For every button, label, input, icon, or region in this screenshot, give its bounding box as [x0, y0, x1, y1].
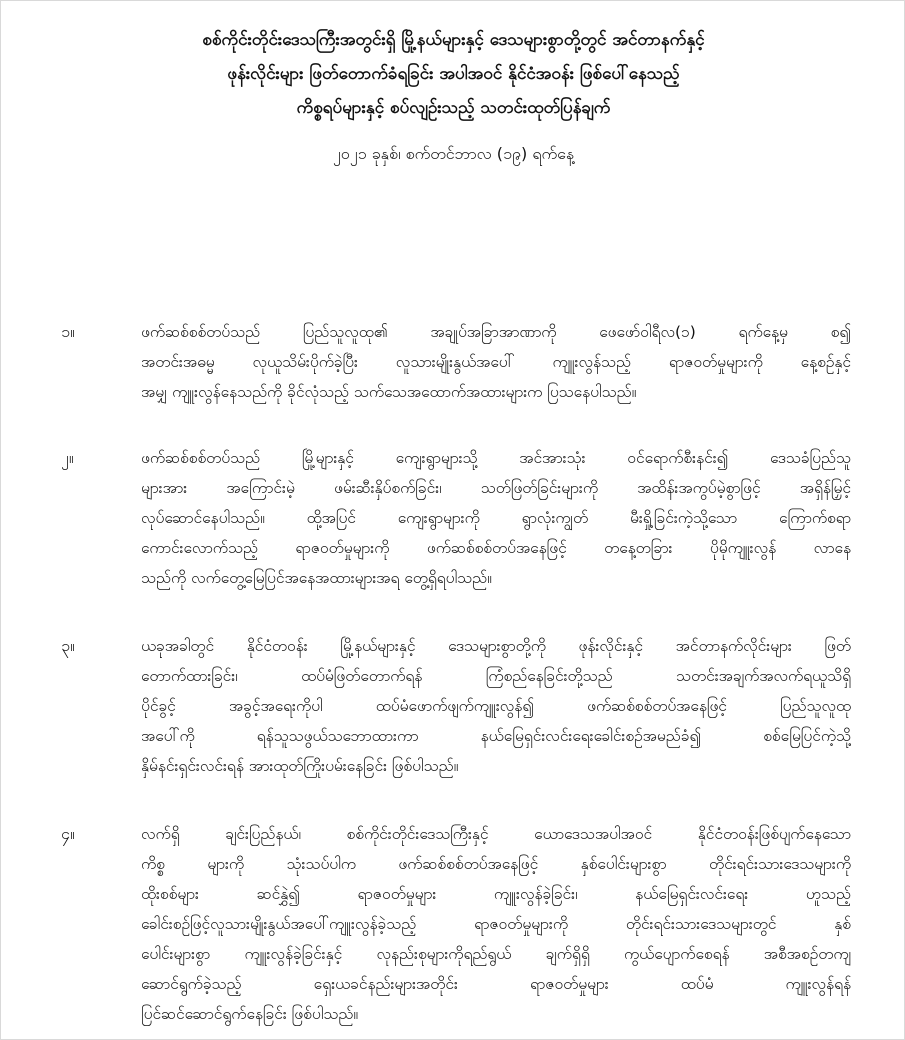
paragraph-3 — [61, 631, 851, 783]
paragraph-number: ၁။ — [61, 322, 75, 341]
title-line-2: ဖုန်းလိုင်းများ ဖြတ်တောက်ခံရခြင်း အပါအဝင် နိုင်ငံအဝန်း ဖြစ်ပေါ်နေသည့် — [227, 64, 680, 84]
title-line-3: ကိစ္စရပ်များနှင့် စပ်လျဉ်းသည့် သတင်းထုတ်ပြန်ချက် — [296, 98, 611, 118]
paragraph-body — [141, 443, 851, 593]
paragraph-number: ၂။ — [61, 448, 74, 467]
paragraph-body — [141, 631, 851, 781]
paragraph-2 — [61, 443, 851, 595]
paragraph-number: ၃။ — [61, 636, 75, 655]
paragraph-line: ခေါင်းစဉ်ဖြင့်လူသားမျိုးနွယ်အပေါ်ကျူးလွန်ခဲ့သည့် ရာဇဝတ်မှုများကို တိုင်းရင်းသားဒေသများတွင် နှစ် — [141, 915, 851, 933]
paragraph-line: အပေါ်ကို ရန်သူသဖွယ်သဘောထားကာ နယ်မြေရှင်းလင်းရေးခေါင်းစဉ်အမည်ခံ၍ စစ်မြေပြင်ကဲ့သို့ — [141, 727, 851, 745]
paragraph-line: နှိမ်နင်းရှင်းလင်းရန် အားထုတ်ကြိုးပမ်းနေခြင်း ဖြစ်ပါသည်။ — [141, 757, 459, 775]
paragraph-line: အမျှ ကျူးလွန်နေသည်ကို ခိုင်လုံသည့် သက်သေအထောက်အထားများက ပြသနေပါသည်။ — [141, 383, 637, 401]
paragraph-line: ယခုအခါတွင် နိုင်ငံတဝန်း မြို့နယ်များနှင့် ဒေသများစွာတို့ကို ဖုန်းလိုင်းနှင့် အင်တာနက်လိုင်းများ ဖြတ် — [141, 637, 851, 655]
paragraph-number: ၄။ — [61, 824, 75, 843]
document-date: ၂၀၂၁ ခုနှစ်၊ စက်တင်ဘာလ (၁၉) ရက်နေ့ — [332, 144, 575, 163]
paragraph-line: ပေါင်းများစွာ ကျူးလွန်ခဲ့ခြင်းနှင့် လုနည်းစုများကိုရည်ရွယ် ချက်ရှိရှိ ကွယ်ပျောက်စေရန် အစီအစဉ်တကျ — [141, 945, 851, 963]
paragraph-1 — [61, 317, 851, 409]
paragraph-line: ဖက်ဆစ်စစ်တပ်သည် မြို့များနှင့် ကျေးရွာများသို့ အင်အားသုံး ဝင်ရောက်စီးနင်း၍ ဒေသခံပြည်သူ — [141, 449, 851, 467]
paragraph-body — [141, 317, 851, 407]
paragraph-line: ဆောင်ရွက်ခဲ့သည့် ရှေးယခင်နည်းများအတိုင်း ရာဇဝတ်မှုများ ထပ်မံ ကျူးလွန်ရန် — [141, 975, 851, 993]
paragraph-line: တောက်ထားခြင်း၊ ထပ်မံဖြတ်တောက်ရန် ကြံစည်နေခြင်းတို့သည် သတင်းအချက်အလက်ရယူသိရှိ — [141, 667, 851, 685]
paragraph-line: ပိုင်ခွင့် အခွင့်အရေးကိုပါ ထပ်မံဖောက်ဖျက်ကျူးလွန်၍ ဖက်ဆစ်စစ်တပ်အနေဖြင့် ပြည်သူလူထု — [141, 697, 851, 715]
title-line-1: စစ်ကိုင်းတိုင်းဒေသကြီးအတွင်းရှိ မြို့နယ်များနှင့် ဒေသများစွာတို့တွင် အင်တာနက်နှင့် — [202, 30, 705, 50]
paragraph-line: သည်ကို လက်တွေ့မြေပြင်အနေအထားများအရ တွေ့ရှိရပါသည်။ — [141, 569, 492, 587]
paragraph-line: အတင်းအဓမ္မ လုယူသိမ်းပိုက်ခဲ့ပြီး လူသားမျိုးနွယ်အပေါ် ကျူးလွန်သည့် ရာဇဝတ်မှုများကို နေ့စဉ်နှင့် — [141, 353, 851, 371]
paragraph-line: လက်ရှိ ချင်းပြည်နယ်၊ စစ်ကိုင်းတိုင်းဒေသကြီးနှင့် ယောဒေသအပါအဝင် နိုင်ငံတဝန်းဖြစ်ပျက်နေသော — [141, 825, 851, 843]
paragraph-line: ဖက်ဆစ်စစ်တပ်သည် ပြည်သူလူထု၏ အချုပ်အခြာအာဏာကို ဖေဖော်ဝါရီလ(၁) ရက်နေ့မှ စ၍ — [141, 323, 851, 341]
paragraph-line: လုပ်ဆောင်နေပါသည်။ ထို့အပြင် ကျေးရွာများကို ရွာလုံးကျွတ် မီးရှို့ခြင်းကဲ့သို့သော ကြောက်စရာ — [141, 509, 851, 527]
paragraph-line: ကိစ္စ များကို သုံးသပ်ပါက ဖက်ဆစ်စစ်တပ်အနေဖြင့် နှစ်ပေါင်းများစွာ တိုင်းရင်းသားဒေသများကို — [141, 855, 851, 873]
paragraph-4 — [61, 819, 851, 1031]
paragraph-line: ထိုးစစ်များ ဆင်နွှဲ၍ ရာဇဝတ်မှုများ ကျူးလွန်ခဲ့ခြင်း၊ နယ်မြေရှင်းလင်းရေး ဟူသည့် — [141, 885, 851, 903]
paragraph-line: ကောင်းလောက်သည့် ရာဇဝတ်မှုများကို ဖက်ဆစ်စစ်တပ်အနေဖြင့် တနေ့တခြား ပိုမိုကျူးလွန် လာနေ — [141, 539, 851, 557]
document-title — [111, 23, 796, 125]
paragraph-line: များအား အကြောင်းမဲ့ ဖမ်းဆီးနှိပ်စက်ခြင်း၊ သတ်ဖြတ်ခြင်းများကို အထိန်းအကွပ်မဲ့စွာဖြင့် အရှိန်မြှင့် — [141, 479, 851, 497]
paragraph-line: ပြင်ဆင်ဆောင်ရွက်နေခြင်း ဖြစ်ပါသည်။ — [141, 1005, 359, 1023]
paragraph-body — [141, 819, 851, 1029]
